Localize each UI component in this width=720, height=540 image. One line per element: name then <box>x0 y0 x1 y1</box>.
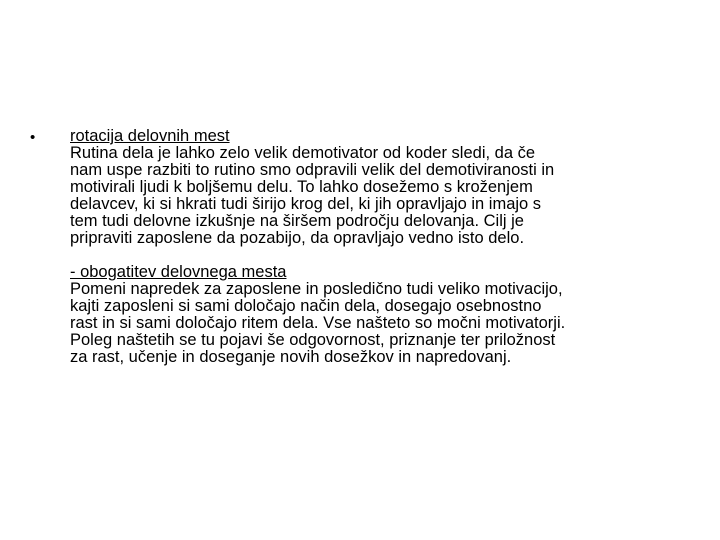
paragraph-line: delavcev, ki si hkrati tudi širijo krog del, ki jih opravljajo in imajo s <box>70 195 542 213</box>
section-paragraph-enrichment <box>70 281 690 366</box>
paragraph-line: za rast, učenje in doseganje novih dosežkov in napredovanj. <box>70 348 512 366</box>
section-heading-rotation: rotacija delovnih mest <box>70 127 230 145</box>
paragraph-line: Pomeni napredek za zaposlene in posledično tudi veliko motivacijo, <box>70 280 563 298</box>
paragraph-line: kajti zaposleni si sami določajo način dela, dosegajo osebnostno <box>70 297 542 315</box>
bullet-icon: • <box>30 129 36 146</box>
paragraph-line: motivirali ljudi k boljšemu delu. To lahko dosežemo s kroženjem <box>70 178 533 196</box>
bullet-content <box>70 128 690 366</box>
paragraph-line: rast in si sami določajo ritem dela. Vse našteto so močni motivatorji. <box>70 314 566 332</box>
paragraph-line: nam uspe razbiti to rutino smo odpravili velik del demotiviranosti in <box>70 161 555 179</box>
section-paragraph-rotation <box>70 145 690 247</box>
paragraph-line: tem tudi delovne izkušnje na širšem področju delovanja. Cilj je <box>70 212 524 230</box>
paragraph-line: Rutina dela je lahko zelo velik demotivator od koder sledi, da če <box>70 144 536 162</box>
paragraph-line: Poleg naštetih se tu pojavi še odgovornost, priznanje ter priložnost <box>70 331 556 349</box>
section-spacer <box>70 247 690 264</box>
paragraph-line: pripraviti zaposlene da pozabijo, da opravljajo vedno isto delo. <box>70 229 525 247</box>
section-heading-enrichment: - obogatitev delovnega mesta <box>70 263 287 281</box>
